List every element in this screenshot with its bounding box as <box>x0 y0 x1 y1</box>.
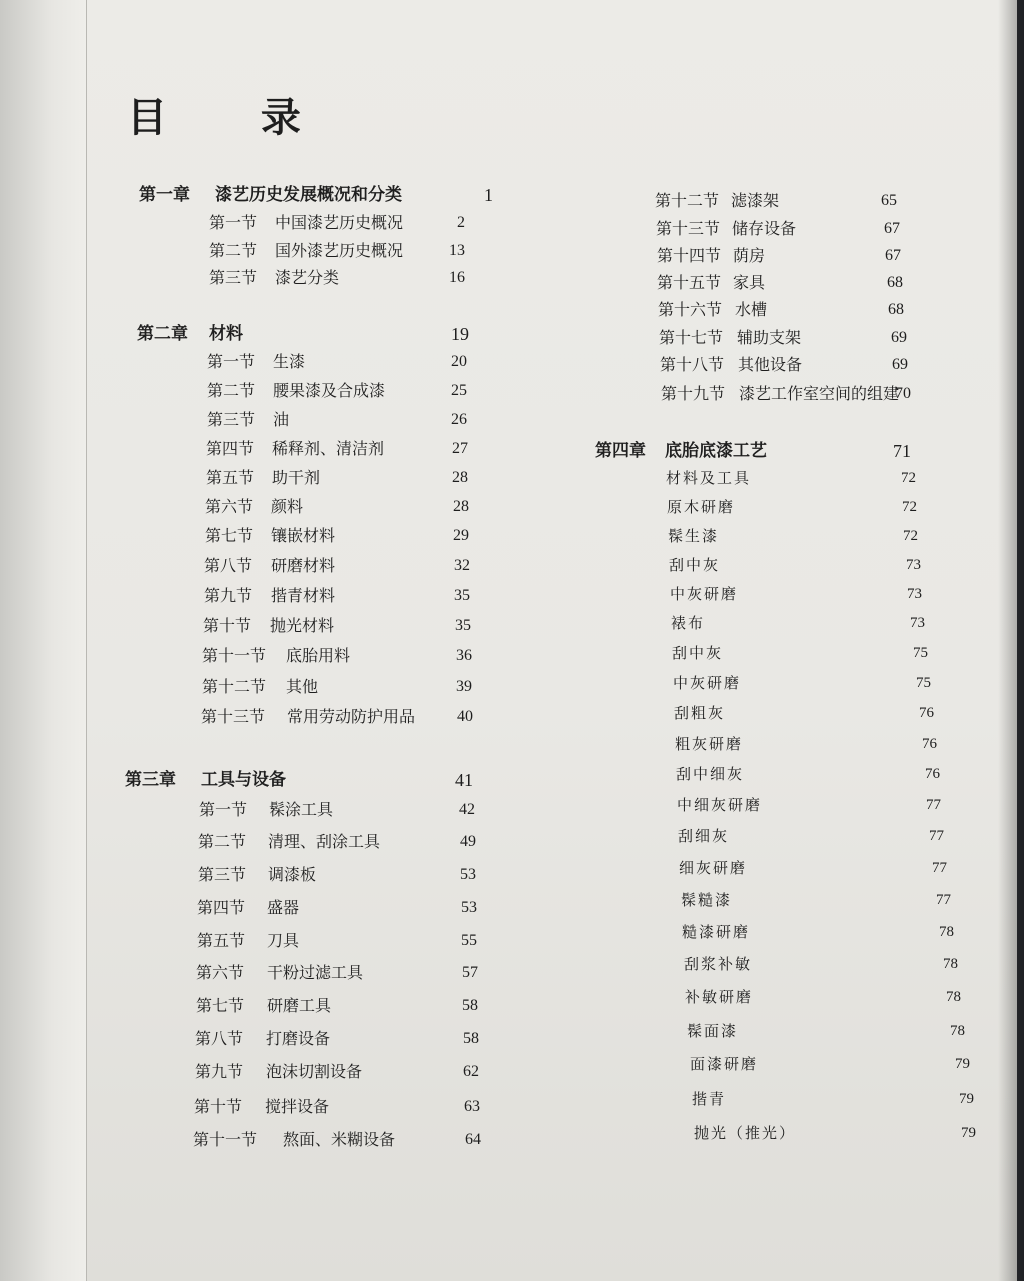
toc-entry-label: 第三节 <box>207 410 256 429</box>
toc-entry-title: 揩青 <box>692 1090 727 1108</box>
toc-entry-title: 其他 <box>286 677 319 696</box>
toc-entry-title: 家具 <box>733 273 766 292</box>
toc-entry-page-number: 72 <box>901 470 916 486</box>
toc-entry-title: 中国漆艺历史概况 <box>275 213 404 232</box>
toc-entry-label: 第七节 <box>196 996 245 1015</box>
toc-entry-title: 糙漆研磨 <box>682 923 751 941</box>
toc-entry-title: 荫房 <box>733 246 766 265</box>
toc-entry-label: 第十四节 <box>657 246 722 265</box>
toc-entry-label: 第二节 <box>209 241 258 260</box>
toc-entry-page-number: 28 <box>452 469 468 486</box>
toc-entry-page-number: 71 <box>893 441 911 461</box>
toc-entry-page-number: 79 <box>959 1091 974 1107</box>
toc-entry-page-number: 77 <box>926 797 941 813</box>
toc-entry-title: 材料及工具 <box>666 469 752 487</box>
toc-entry-title: 裱布 <box>671 614 706 632</box>
toc-entry-title: 髹面漆 <box>687 1022 739 1040</box>
toc-entry-label: 第四章 <box>595 441 646 461</box>
toc-entry-label: 第三节 <box>198 865 247 884</box>
toc-entry-title: 中细灰研磨 <box>677 796 763 814</box>
toc-entry-page-number: 78 <box>939 924 954 940</box>
toc-entry-page-number: 36 <box>456 647 472 664</box>
toc-entry-page-number: 67 <box>885 247 901 264</box>
toc-entry-page-number: 79 <box>955 1056 970 1072</box>
toc-entry-label: 第九节 <box>195 1062 244 1081</box>
toc-entry-label: 第一节 <box>199 800 248 819</box>
toc-entry-label: 第二章 <box>137 324 188 344</box>
toc-entry-page-number: 75 <box>913 645 928 661</box>
toc-entry-title: 油 <box>273 410 290 429</box>
toc-entry-page-number: 78 <box>943 956 958 972</box>
toc-entry-page-number: 64 <box>465 1131 481 1148</box>
toc-entry-page-number: 41 <box>455 770 473 790</box>
toc-entry-title: 补敏研磨 <box>685 988 754 1006</box>
toc-entry-label: 第九节 <box>204 586 253 605</box>
toc-entry-title: 髹涂工具 <box>269 800 334 819</box>
toc-entry-title: 原木研磨 <box>667 498 736 516</box>
toc-entry-title: 其他设备 <box>738 355 803 374</box>
toc-entry-page-number: 20 <box>451 353 467 370</box>
toc-entry-label: 第十八节 <box>660 355 725 374</box>
toc-entry-page-number: 79 <box>961 1125 976 1141</box>
toc-entry-page-number: 68 <box>888 301 904 318</box>
toc-entry-title: 漆艺分类 <box>275 268 340 287</box>
toc-entry-title: 调漆板 <box>268 865 317 884</box>
toc-entry-label: 第三节 <box>209 268 258 287</box>
toc-entry-label: 第十七节 <box>659 328 724 347</box>
toc-entry-title: 抛光（推光） <box>694 1124 797 1142</box>
toc-entry-label: 第四节 <box>197 898 246 917</box>
toc-entry-title: 刀具 <box>267 931 300 950</box>
page-title: 目 录 <box>127 95 341 141</box>
toc-entry-page-number: 77 <box>936 892 951 908</box>
toc-entry-title: 中灰研磨 <box>673 674 742 692</box>
toc-entry-page-number: 27 <box>452 440 468 457</box>
toc-entry-page-number: 76 <box>925 766 940 782</box>
toc-entry-page-number: 63 <box>464 1098 480 1115</box>
toc-entry-label: 第八节 <box>204 556 253 575</box>
toc-entry-page-number: 28 <box>453 498 469 515</box>
toc-entry-page-number: 73 <box>910 615 925 631</box>
toc-entry-page-number: 72 <box>902 499 917 515</box>
toc-entry-page-number: 29 <box>453 527 469 544</box>
toc-entry-label: 第一节 <box>209 213 258 232</box>
toc-entry-label: 第十三节 <box>656 219 721 238</box>
toc-entry-label: 第六节 <box>205 497 254 516</box>
book-gutter <box>0 0 86 1281</box>
toc-entry-page-number: 40 <box>457 708 473 725</box>
toc-entry-page-number: 72 <box>903 528 918 544</box>
toc-entry-title: 腰果漆及合成漆 <box>273 381 386 400</box>
toc-entry-title: 刮中细灰 <box>676 765 745 783</box>
toc-entry-page-number: 19 <box>451 324 469 344</box>
toc-entry-title: 抛光材料 <box>270 616 335 635</box>
toc-entry-title: 材料 <box>209 324 243 344</box>
toc-entry-page-number: 25 <box>451 382 467 399</box>
toc-entry-title: 研磨材料 <box>271 556 336 575</box>
toc-entry-page-number: 58 <box>462 997 478 1014</box>
toc-entry-page-number: 65 <box>881 192 897 209</box>
toc-entry-page-number: 68 <box>887 274 903 291</box>
toc-entry-title: 储存设备 <box>732 219 797 238</box>
toc-entry-title: 细灰研磨 <box>679 859 748 877</box>
toc-entry-label: 第十五节 <box>657 273 722 292</box>
toc-entry-page-number: 16 <box>449 269 465 286</box>
toc-entry-label: 第七节 <box>205 526 254 545</box>
toc-entry-label: 第十二节 <box>202 677 267 696</box>
toc-entry-page-number: 49 <box>460 833 476 850</box>
toc-entry-page-number: 67 <box>884 220 900 237</box>
toc-entry-title: 熬面、米糊设备 <box>283 1130 396 1149</box>
toc-entry-title: 底胎底漆工艺 <box>665 441 767 461</box>
toc-entry-label: 第十三节 <box>201 707 266 726</box>
toc-entry-title: 打磨设备 <box>266 1029 331 1048</box>
toc-entry-title: 刮中灰 <box>672 644 724 662</box>
toc-entry-title: 底胎用料 <box>286 646 351 665</box>
toc-entry-title: 粗灰研磨 <box>675 735 744 753</box>
toc-entry-title: 髹糙漆 <box>681 891 733 909</box>
toc-entry-page-number: 62 <box>463 1063 479 1080</box>
toc-entry-title: 刮粗灰 <box>674 704 726 722</box>
toc-entry-page-number: 77 <box>929 828 944 844</box>
toc-entry-title: 刮细灰 <box>678 827 730 845</box>
toc-entry-page-number: 58 <box>463 1030 479 1047</box>
toc-entry-label: 第十六节 <box>658 300 723 319</box>
toc-entry-page-number: 26 <box>451 411 467 428</box>
toc-entry-label: 第十九节 <box>661 384 726 403</box>
toc-entry-title: 揩青材料 <box>271 586 336 605</box>
toc-entry-title: 生漆 <box>273 352 306 371</box>
toc-entry-label: 第十一节 <box>193 1130 258 1149</box>
toc-entry-label: 第八节 <box>195 1029 244 1048</box>
toc-entry-label: 第十一节 <box>202 646 267 665</box>
toc-entry-page-number: 77 <box>932 860 947 876</box>
toc-entry-title: 镶嵌材料 <box>271 526 336 545</box>
toc-entry-title: 刮中灰 <box>669 556 721 574</box>
toc-entry-title: 清理、刮涂工具 <box>268 832 381 851</box>
toc-entry-title: 水槽 <box>735 300 768 319</box>
toc-entry-page-number: 35 <box>455 617 471 634</box>
toc-entry-title: 搅拌设备 <box>265 1097 330 1116</box>
toc-entry-title: 颜料 <box>271 497 304 516</box>
toc-entry-title: 髹生漆 <box>668 527 720 545</box>
toc-entry-page-number: 53 <box>461 899 477 916</box>
toc-entry-title: 研磨工具 <box>267 996 332 1015</box>
toc-entry-page-number: 55 <box>461 932 477 949</box>
toc-entry-title: 辅助支架 <box>737 328 802 347</box>
toc-entry-label: 第一节 <box>207 352 256 371</box>
toc-entry-title: 干粉过滤工具 <box>267 963 364 982</box>
toc-entry-label: 第十节 <box>194 1097 243 1116</box>
toc-entry-page-number: 32 <box>454 557 470 574</box>
toc-entry-page-number: 53 <box>460 866 476 883</box>
toc-entry-page-number: 78 <box>950 1023 965 1039</box>
toc-entry-page-number: 76 <box>919 705 934 721</box>
toc-entry-title: 漆艺历史发展概况和分类 <box>215 185 402 205</box>
toc-entry-page-number: 1 <box>484 185 493 205</box>
toc-entry-label: 第三章 <box>125 770 176 790</box>
toc-entry-page-number: 57 <box>462 964 478 981</box>
toc-entry-title: 面漆研磨 <box>690 1055 759 1073</box>
toc-entry-page-number: 70 <box>895 385 911 402</box>
toc-entry-label: 第十二节 <box>655 191 720 210</box>
toc-entry-title: 刮浆补敏 <box>684 955 753 973</box>
toc-entry-page-number: 69 <box>892 356 908 373</box>
toc-entry-title: 泡沫切割设备 <box>266 1062 363 1081</box>
toc-entry-page-number: 73 <box>907 586 922 602</box>
toc-entry-page-number: 39 <box>456 678 472 695</box>
toc-entry-label: 第二节 <box>198 832 247 851</box>
toc-entry-title: 工具与设备 <box>201 770 286 790</box>
page-edge-shadow <box>998 0 1024 1281</box>
toc-entry-page-number: 78 <box>946 989 961 1005</box>
toc-entry-page-number: 76 <box>922 736 937 752</box>
toc-entry-label: 第六节 <box>196 963 245 982</box>
toc-entry-title: 常用劳动防护用品 <box>287 707 416 726</box>
toc-entry-page-number: 2 <box>457 214 465 231</box>
toc-entry-page-number: 13 <box>449 242 465 259</box>
toc-entry-label: 第二节 <box>207 381 256 400</box>
toc-entry-title: 国外漆艺历史概况 <box>275 241 404 260</box>
toc-entry-label: 第十节 <box>203 616 252 635</box>
toc-entry-title: 盛器 <box>267 898 300 917</box>
toc-entry-title: 漆艺工作室空间的组建 <box>739 384 900 403</box>
toc-entry-page-number: 75 <box>916 675 931 691</box>
toc-entry-title: 滤漆架 <box>731 191 780 210</box>
toc-entry-label: 第五节 <box>197 931 246 950</box>
toc-entry-title: 中灰研磨 <box>670 585 739 603</box>
toc-entry-title: 助干剂 <box>272 468 321 487</box>
toc-entry-page-number: 35 <box>454 587 470 604</box>
toc-entry-page-number: 73 <box>906 557 921 573</box>
toc-entry-label: 第一章 <box>139 185 190 205</box>
toc-entry-page-number: 42 <box>459 801 475 818</box>
toc-entry-label: 第五节 <box>206 468 255 487</box>
toc-entry-page-number: 69 <box>891 329 907 346</box>
toc-entry-title: 稀释剂、清洁剂 <box>272 439 385 458</box>
toc-entry-label: 第四节 <box>206 439 255 458</box>
